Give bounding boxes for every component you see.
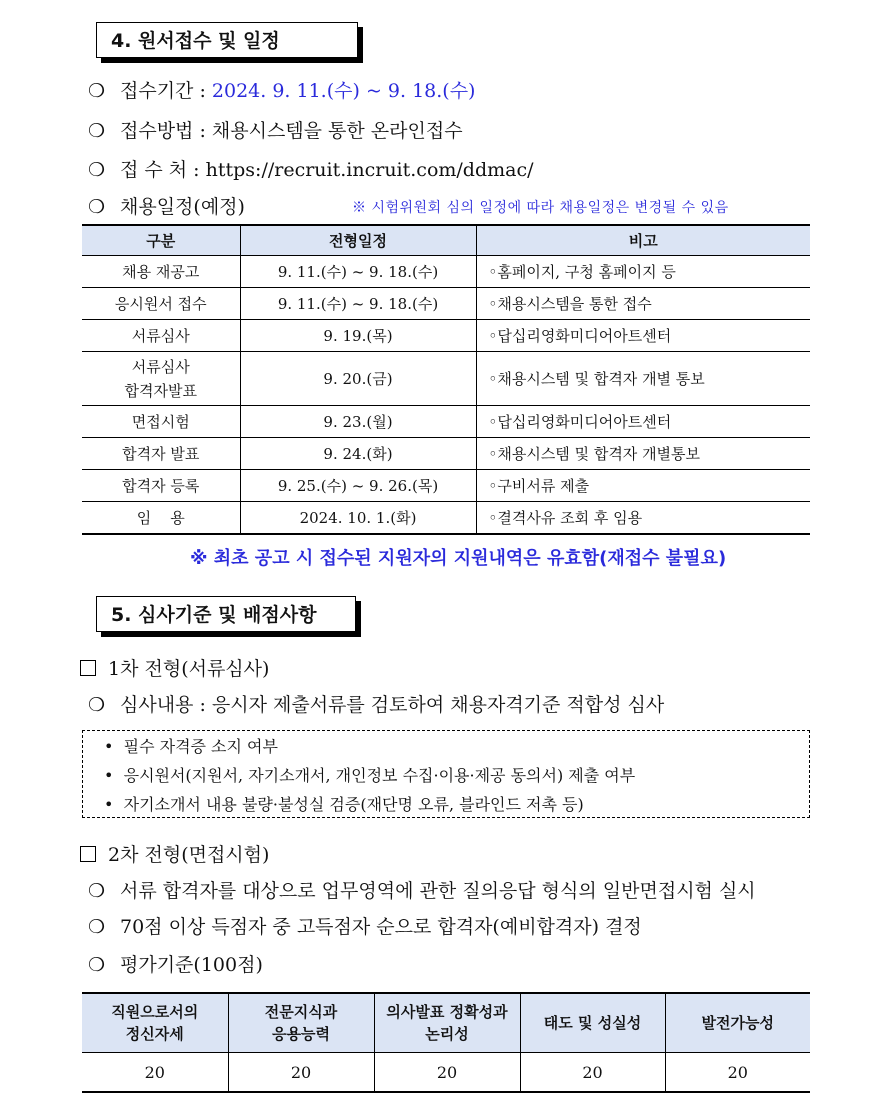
schedule-table (82, 224, 810, 535)
eval-header: 전문지식과 응용능력 (228, 993, 374, 1053)
eval-header: 의사발표 정확성과 논리성 (374, 993, 520, 1053)
row-division: 합격자 발표 (82, 438, 240, 470)
stage1-content-line (88, 690, 664, 717)
circle-bullet-icon: ❍ (88, 954, 106, 976)
row-division: 서류심사 합격자발표 (82, 352, 240, 406)
circle-bullet-icon: ❍ (88, 196, 106, 218)
site-text: 접 수 처 : https://recruit.incruit.com/ddmac/ (120, 159, 534, 181)
table-row (82, 406, 810, 438)
row-note: ◦채용시스템을 통한 접수 (476, 288, 810, 320)
eval-score: 20 (228, 1053, 374, 1093)
row-division: 채용 재공고 (82, 256, 240, 288)
table-row (82, 352, 810, 406)
row-division: 서류심사 (82, 320, 240, 352)
criteria-item: • 필수 자격증 소지 여부 (104, 737, 278, 756)
circle-bullet-icon: ❍ (88, 80, 106, 102)
circle-bullet-icon: ❍ (88, 120, 106, 142)
row-division: 합격자 등록 (82, 470, 240, 502)
eval-score: 20 (82, 1053, 228, 1093)
schedule-label-line (88, 192, 245, 219)
eval-header: 직원으로서의 정신자세 (82, 993, 228, 1053)
evaluation-header-row (82, 993, 810, 1053)
section-5-title: 5. 심사기준 및 배점사항 (96, 596, 356, 632)
period-label: 접수기간 : (120, 80, 206, 102)
evaluation-table (82, 992, 810, 1093)
row-date: 9. 11.(수) ~ 9. 18.(수) (240, 288, 476, 320)
stage2-line (88, 876, 756, 903)
evaluation-score-row (82, 1053, 810, 1093)
row-note: ◦답십리영화미디어아트센터 (476, 320, 810, 352)
row-note: ◦채용시스템 및 합격자 개별통보 (476, 438, 810, 470)
circle-bullet-icon: ❍ (88, 916, 106, 938)
stage1-content: 심사내용 : 응시자 제출서류를 검토하여 채용자격기준 적합성 심사 (120, 694, 665, 716)
eval-header: 발전가능성 (665, 993, 810, 1053)
row-date: 9. 23.(월) (240, 406, 476, 438)
row-note: ◦구비서류 제출 (476, 470, 810, 502)
row-division: 면접시험 (82, 406, 240, 438)
stage2-text: 70점 이상 득점자 중 고득점자 순으로 합격자(예비합격자) 결정 (120, 916, 642, 938)
stage2-title-line (80, 840, 269, 867)
stage1-title-line (80, 654, 269, 681)
square-bullet-icon (80, 660, 96, 676)
row-note: ◦결격사유 조회 후 임용 (476, 502, 810, 535)
header-date: 전형일정 (240, 225, 476, 256)
stage2-text: 서류 합격자를 대상으로 업무영역에 관한 질의응답 형식의 일반면접시험 실시 (120, 880, 756, 902)
table-row (82, 470, 810, 502)
square-bullet-icon (80, 846, 96, 862)
stage2-text: 평가기준(100점) (120, 954, 263, 976)
table-row (82, 288, 810, 320)
table-row (82, 502, 810, 535)
stage2-line (88, 950, 263, 977)
eval-score: 20 (374, 1053, 520, 1093)
row-date: 9. 25.(수) ~ 9. 26.(목) (240, 470, 476, 502)
row-date: 9. 19.(목) (240, 320, 476, 352)
schedule-note: ※ 시험위원회 심의 일정에 따라 채용일정은 변경될 수 있음 (352, 200, 729, 216)
row-date: 9. 24.(화) (240, 438, 476, 470)
eval-score: 20 (665, 1053, 810, 1093)
method-line (88, 116, 463, 143)
row-note: ◦홈페이지, 구청 홈페이지 등 (476, 256, 810, 288)
stage2-title: 2차 전형(면접시험) (108, 844, 270, 866)
table-row (82, 320, 810, 352)
circle-bullet-icon: ❍ (88, 159, 106, 181)
stage1-title: 1차 전형(서류심사) (108, 658, 270, 680)
criteria-item: • 응시원서(지원서, 자기소개서, 개인정보 수집·이용·제공 동의서) 제출 여부 (104, 766, 636, 785)
schedule-label: 채용일정(예정) (120, 196, 245, 218)
reapply-footnote: ※ 최초 공고 시 접수된 지원자의 지원내역은 유효함(재접수 불필요) (190, 548, 727, 569)
row-division: 응시원서 접수 (82, 288, 240, 320)
row-date: 9. 11.(수) ~ 9. 18.(수) (240, 256, 476, 288)
period-line (88, 76, 475, 103)
schedule-header-row (82, 225, 810, 256)
row-division: 임 용 (82, 502, 240, 535)
period-value: 2024. 9. 11.(수) ~ 9. 18.(수) (211, 80, 476, 102)
method-text: 접수방법 : 채용시스템을 통한 온라인접수 (120, 120, 463, 142)
row-date: 9. 20.(금) (240, 352, 476, 406)
site-line (88, 155, 534, 182)
row-date: 2024. 10. 1.(화) (240, 502, 476, 535)
eval-header: 태도 및 성실성 (520, 993, 665, 1053)
table-row (82, 256, 810, 288)
circle-bullet-icon: ❍ (88, 880, 106, 902)
eval-score: 20 (520, 1053, 665, 1093)
header-note: 비고 (476, 225, 810, 256)
stage2-line (88, 912, 642, 939)
row-note: ◦답십리영화미디어아트센터 (476, 406, 810, 438)
row-note: ◦채용시스템 및 합격자 개별 통보 (476, 352, 810, 406)
header-division: 구분 (82, 225, 240, 256)
section-4-title: 4. 원서접수 및 일정 (96, 22, 358, 58)
criteria-item: • 자기소개서 내용 불량·불성실 검증(재단명 오류, 블라인드 저촉 등) (104, 795, 584, 814)
table-row (82, 438, 810, 470)
circle-bullet-icon: ❍ (88, 694, 106, 716)
